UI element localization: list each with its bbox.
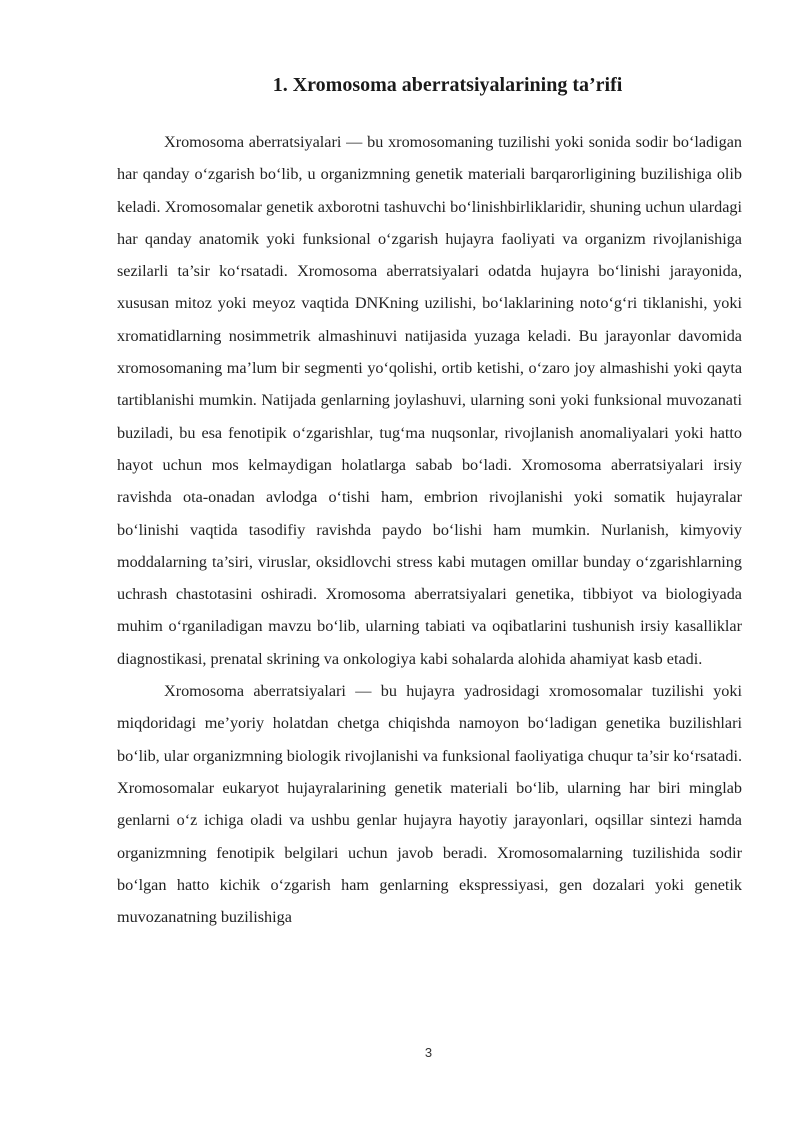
page-number: 3 <box>424 1045 433 1060</box>
paragraph-1: Xromosoma aberratsiyalari — bu xromosomaning tuzilishi yoki sonida sodir bo‘ladigan har qanday o‘zgarish bo‘lib, u organizmning genetik materiali barqarorligining buzilishiga olib keladi. Xromosomalar genetik axborotni tashuvchi bo‘linishbirliklaridir, shuning uchun ulardagi har qanday anatomik yoki funksional o‘zgarish hujayra faoliyati va organizm rivojlanishiga sezilarli ta’sir ko‘rsatadi. Xromosoma aberratsiyalari odatda hujayra bo‘linishi jarayonida, xususan mitoz yoki meyoz vaqtida DNKning uzilishi, bo‘laklarining noto‘g‘ri tiklanishi, yoki xromatidlarning nosimmetrik almashinuvi natijasida yuzaga keladi. Bu jarayonlar davomida xromosomaning ma’lum bir segmenti yo‘qolishi, ortib ketishi, o‘zaro joy almashishi yoki qayta tartiblanishi mumkin. Natijada genlarning joylashuvi, ularning soni yoki funksional muvozanati buziladi, bu esa fenotipik o‘zgarishlar, tug‘ma nuqsonlar, rivojlanish anomaliyalari yoki hatto hayot uchun mos kelmaydigan holatlarga sabab bo‘ladi. Xromosoma aberratsiyalari irsiy ravishda ota-onadan avlodga o‘tishi ham, embrion rivojlanishi yoki somatik hujayralar bo‘linishi vaqtida tasodifiy ravishda paydo bo‘lishi ham mumkin. Nurlanish, kimyoviy moddalarning ta’siri, viruslar, oksidlovchi stress kabi mutagen omillar bunday o‘zgarishlarning uchrash chastotasini oshiradi. Xromosoma aberratsiyalari genetika, tibbiyot va biologiyada muhim o‘rganiladigan mavzu bo‘lib, ularning tabiati va oqibatlarini tushunish irsiy kasalliklar diagnostikasi, prenatal skrining va onkologiya kabi sohalarda alohida ahamiyat kasb etadi. <box>117 133 742 668</box>
body-text <box>117 126 742 933</box>
section-title: 1. Xromosoma aberratsiyalarining ta’rifi <box>272 74 623 96</box>
paragraph-2: Xromosoma aberratsiyalari — bu hujayra yadrosidagi xromosomalar tuzilishi yoki miqdoridagi me’yoriy holatdan chetga chiqishda namoyon bo‘ladigan genetika buzilishlari bo‘lib, ular organizmning biologik rivojlanishi va funksional faoliyatiga chuqur ta’sir ko‘rsatadi. Xromosomalar eukaryot hujayralarining genetik materiali bo‘lib, ularning har biri minglab genlarni o‘z ichiga oladi va ushbu genlar hujayra hayotiy jarayonlari, oqsillar sintezi hamda organizmning fenotipik belgilari uchun javob beradi. Xromosomalarning tuzilishida sodir bo‘lgan hatto kichik o‘zgarish ham genlarning ekspressiyasi, gen dozalari yoki genetik muvozanatning buzilishiga <box>117 682 742 927</box>
